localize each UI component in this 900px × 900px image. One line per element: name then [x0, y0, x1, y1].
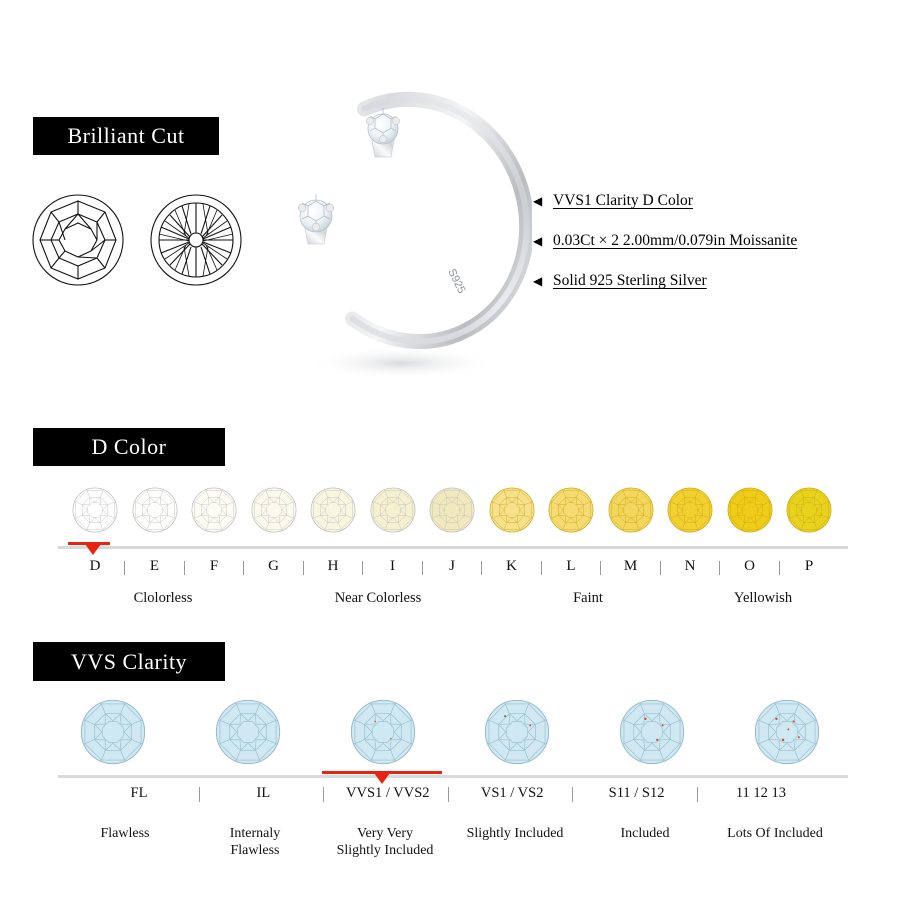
clarity-code: IL — [204, 785, 322, 802]
spec-callout-list — [533, 190, 883, 310]
section-label-text: VVS Clarity — [70, 648, 188, 674]
clarity-gem — [215, 699, 281, 765]
color-gem — [667, 487, 713, 533]
section-label-d-color — [33, 428, 225, 466]
spec-text: VVS1 Clarity D Color — [553, 192, 693, 209]
gem-icon — [80, 699, 146, 765]
gem-icon — [310, 487, 356, 533]
color-gem — [727, 487, 773, 533]
clarity-code: FL — [80, 785, 198, 802]
brilliant-cut-diagrams — [30, 192, 246, 288]
clarity-name: Flawless — [100, 826, 150, 841]
color-gem — [310, 487, 356, 533]
clarity-gem — [754, 699, 820, 765]
color-gem — [191, 487, 237, 533]
color-letter-p: P — [804, 557, 814, 574]
color-letter-f: F — [191, 558, 237, 575]
spec-text: 0.03Ct × 2 2.00mm/0.079in Moissanite — [553, 232, 798, 249]
color-group-labels — [58, 590, 848, 612]
left-arrow-icon: ◀ — [533, 234, 543, 248]
color-letter-row — [72, 554, 832, 578]
clarity-axis-line — [58, 775, 848, 778]
clarity-name: Slightly Included — [466, 826, 564, 841]
clarity-name: Lots Of Included — [727, 826, 823, 841]
color-gem — [548, 487, 594, 533]
color-grading-scale — [0, 470, 900, 630]
color-letter-m: M — [608, 558, 654, 575]
gem-icon — [72, 487, 118, 533]
color-gem — [370, 487, 416, 533]
color-letter-g: G — [251, 558, 297, 575]
ring-illustration — [252, 75, 532, 385]
color-letter-l: L — [548, 558, 594, 575]
color-gem — [489, 487, 535, 533]
clarity-code: S11 / S12 — [578, 785, 696, 802]
color-letter-k: K — [489, 558, 535, 575]
gem-icon — [191, 487, 237, 533]
color-letter-h: H — [310, 558, 356, 575]
left-arrow-icon: ◀ — [533, 274, 543, 288]
gem-icon — [619, 699, 685, 765]
color-gem — [251, 487, 297, 533]
color-gem — [132, 487, 178, 533]
clarity-grading-scale — [0, 690, 900, 880]
gem-icon — [370, 487, 416, 533]
clarity-name: Very Very Slightly Included — [336, 826, 434, 858]
gem-icon — [667, 487, 713, 533]
color-gem — [429, 487, 475, 533]
clarity-name: Included — [620, 826, 670, 841]
clarity-code: VS1 / VS2 — [453, 785, 571, 802]
color-gem — [786, 487, 832, 533]
clarity-gem — [619, 699, 685, 765]
clarity-name-row — [60, 825, 840, 869]
gem-icon — [132, 487, 178, 533]
color-gem — [608, 487, 654, 533]
clarity-gem — [350, 699, 416, 765]
gem-icon — [350, 699, 416, 765]
gem-icon — [548, 487, 594, 533]
color-letter-e: E — [132, 558, 178, 575]
clarity-code: 11 12 13 — [735, 784, 787, 801]
color-axis-line — [58, 546, 848, 549]
color-letter-j: J — [429, 558, 475, 575]
color-letter-i: I — [370, 558, 416, 575]
color-gem-row — [72, 483, 832, 537]
clarity-gem — [484, 699, 550, 765]
section-label-vvs-clarity — [33, 642, 225, 681]
left-arrow-icon: ◀ — [533, 194, 543, 208]
gem-icon — [489, 487, 535, 533]
section-label-text: Brilliant Cut — [67, 123, 185, 148]
spec-item — [533, 270, 883, 292]
color-letter-o: O — [727, 558, 773, 575]
color-group-label: Yellowish — [733, 590, 793, 606]
gem-icon — [608, 487, 654, 533]
color-group-label: Clolorless — [133, 590, 193, 606]
gem-icon — [215, 699, 281, 765]
color-group-label: Faint — [573, 590, 603, 606]
color-gem — [72, 487, 118, 533]
clarity-name: Internaly Flawless — [229, 826, 281, 858]
color-letter-n: N — [667, 558, 713, 575]
color-letter-d: D — [72, 558, 118, 575]
clarity-gem — [80, 699, 146, 765]
spec-item — [533, 230, 883, 252]
section-label-brilliant-cut — [33, 117, 219, 155]
gem-icon — [429, 487, 475, 533]
spec-item — [533, 190, 883, 212]
gem-icon — [786, 487, 832, 533]
gem-icon — [484, 699, 550, 765]
clarity-code-row — [80, 782, 820, 804]
cut-diagram-svg — [30, 192, 246, 288]
clarity-gem-row — [80, 698, 820, 766]
gem-icon — [754, 699, 820, 765]
ring-inner-stamp: S925 — [445, 267, 468, 296]
spec-text: Solid 925 Sterling Silver — [553, 272, 707, 289]
ring-product-image — [252, 75, 532, 385]
color-group-label: Near Colorless — [334, 590, 422, 606]
gem-icon — [727, 487, 773, 533]
gem-icon — [251, 487, 297, 533]
section-label-text: D Color — [91, 434, 167, 459]
clarity-code: VVS1 / VVS2 — [329, 785, 447, 802]
